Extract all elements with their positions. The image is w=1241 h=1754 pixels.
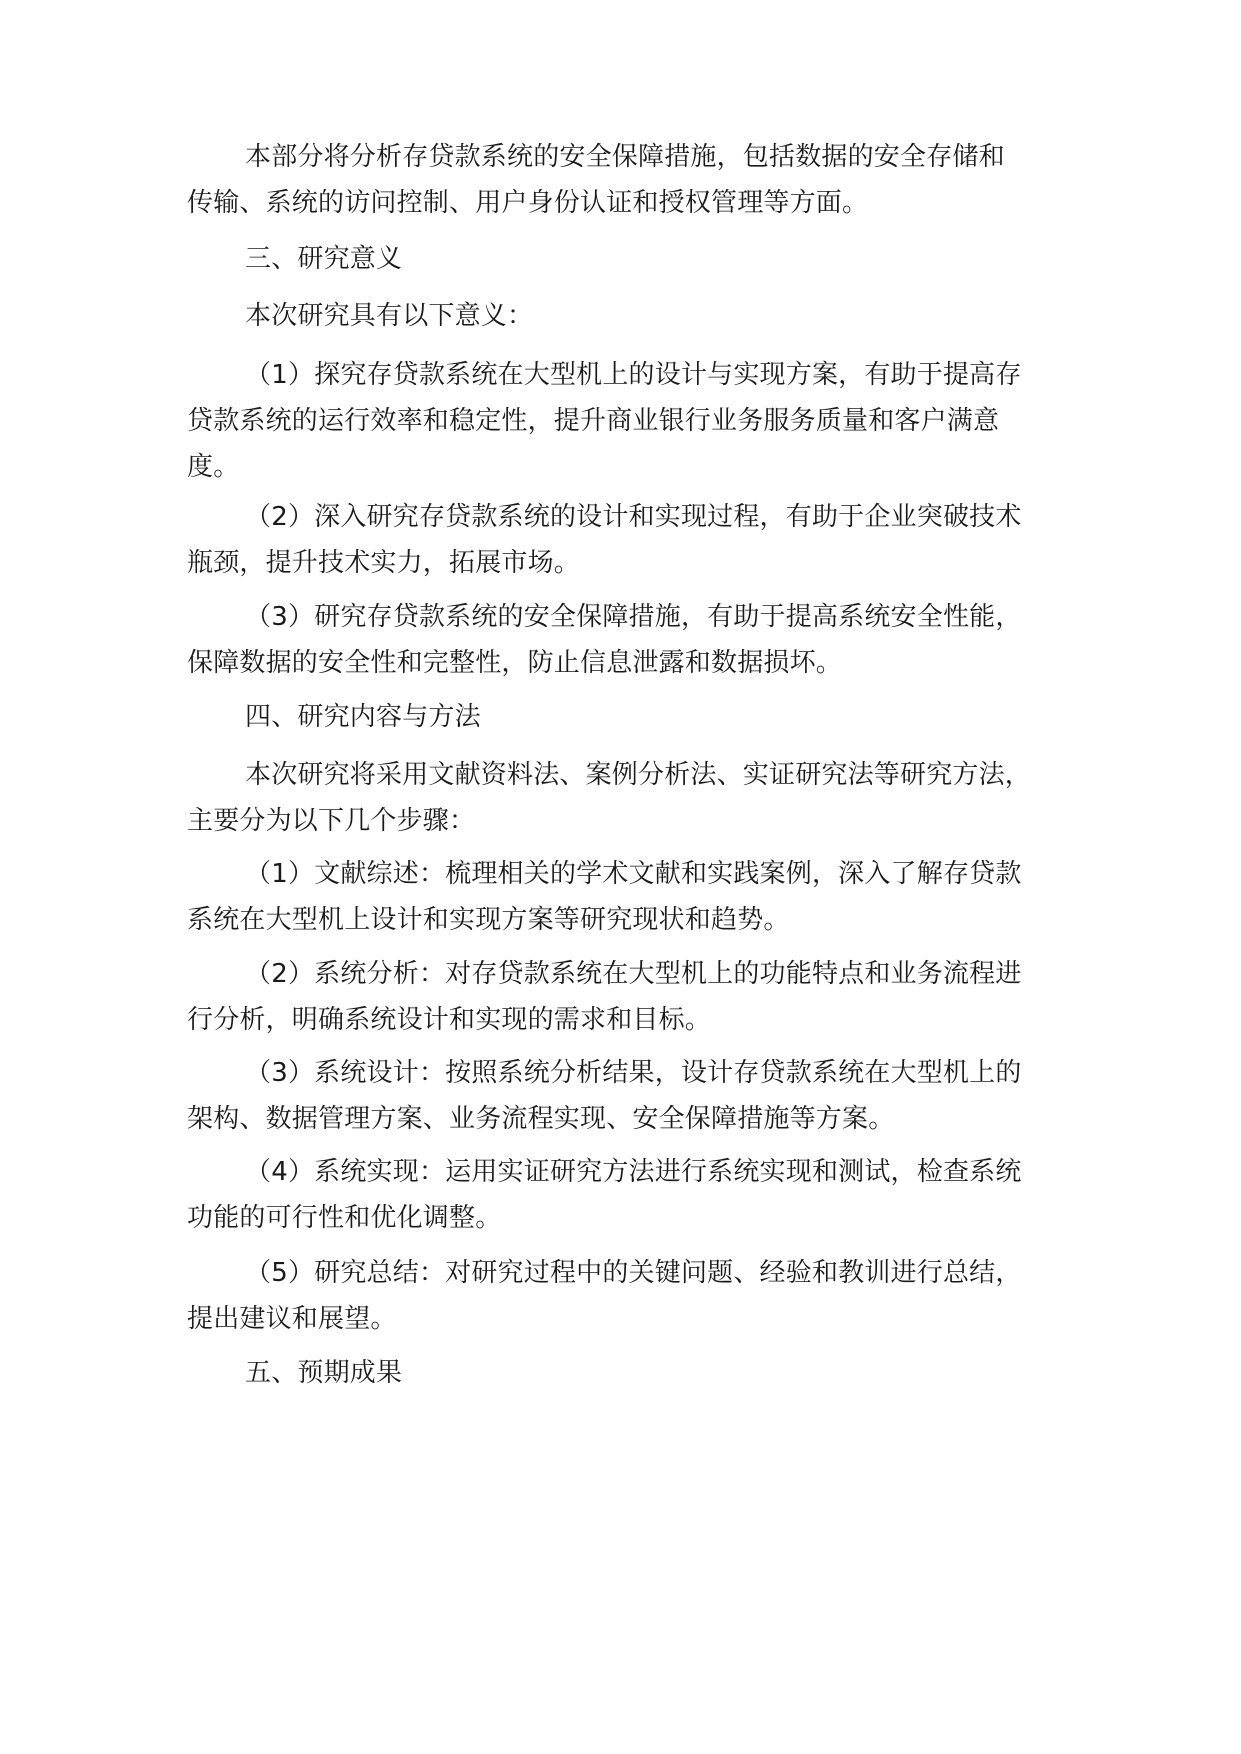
text-line: （2）深入研究存贷款系统的设计和实现过程，有助于企业突破技术 [245,502,1022,532]
paragraph-step-1 [187,851,1087,943]
text-line: 架构、数据管理方案、业务流程实现、安全保障措施等方案。 [187,1104,895,1134]
paragraph-step-3 [187,1050,1087,1142]
paragraph-step-4 [187,1149,1087,1241]
text-line: 五、预期成果 [245,1358,403,1388]
text-line: （3）研究存贷款系统的安全保障措施，有助于提高系统安全性能， [245,602,1022,632]
text-line: 度。 [187,452,240,482]
paragraph-security-intro [187,134,1087,226]
paragraph-significance-intro [187,293,1087,339]
text-line: （2）系统分析：对存贷款系统在大型机上的功能特点和业务流程进 [245,959,1022,989]
text-line: 系统在大型机上设计和实现方案等研究现状和趋势。 [187,905,790,935]
paragraph-step-5 [187,1250,1087,1342]
text-line: 本次研究将采用文献资料法、案例分析法、实证研究法等研究方法， [245,760,1032,790]
text-line: （3）系统设计：按照系统分析结果，设计存贷款系统在大型机上的 [245,1058,1022,1088]
text-line: 本部分将分析存贷款系统的安全保障措施，包括数据的安全存储和 [245,142,1005,172]
paragraph-significance-1 [187,352,1087,490]
text-line: 提出建议和展望。 [187,1304,397,1334]
text-line: 三、研究意义 [245,244,403,274]
text-line: 瓶颈，提升技术实力，拓展市场。 [187,548,581,578]
section-heading-methods [187,694,1087,740]
text-line: 功能的可行性和优化调整。 [187,1203,502,1233]
section-heading-outcomes [187,1350,1087,1396]
text-line: （5）研究总结：对研究过程中的关键问题、经验和教训进行总结， [245,1258,1022,1288]
text-line: 传输、系统的访问控制、用户身份认证和授权管理等方面。 [187,188,869,218]
text-line: 贷款系统的运行效率和稳定性，提升商业银行业务服务质量和客户满意 [187,406,1000,436]
section-heading-significance [187,236,1087,282]
paragraph-significance-2 [187,494,1087,586]
paragraph-significance-3 [187,594,1087,686]
text-line: 行分析，明确系统设计和实现的需求和目标。 [187,1005,712,1035]
text-line: 保障数据的安全性和完整性，防止信息泄露和数据损坏。 [187,648,843,678]
text-line: 本次研究具有以下意义： [245,301,534,331]
text-line: （1）文献综述：梳理相关的学术文献和实践案例，深入了解存贷款 [245,859,1022,889]
paragraph-methods-intro [187,752,1087,844]
text-line: （1）探究存贷款系统在大型机上的设计与实现方案，有助于提高存 [245,360,1022,390]
text-line: 四、研究内容与方法 [245,702,481,732]
text-line: （4）系统实现：运用实证研究方法进行系统实现和测试，检查系统 [245,1157,1022,1187]
paragraph-step-2 [187,951,1087,1043]
text-line: 主要分为以下几个步骤： [187,806,476,836]
